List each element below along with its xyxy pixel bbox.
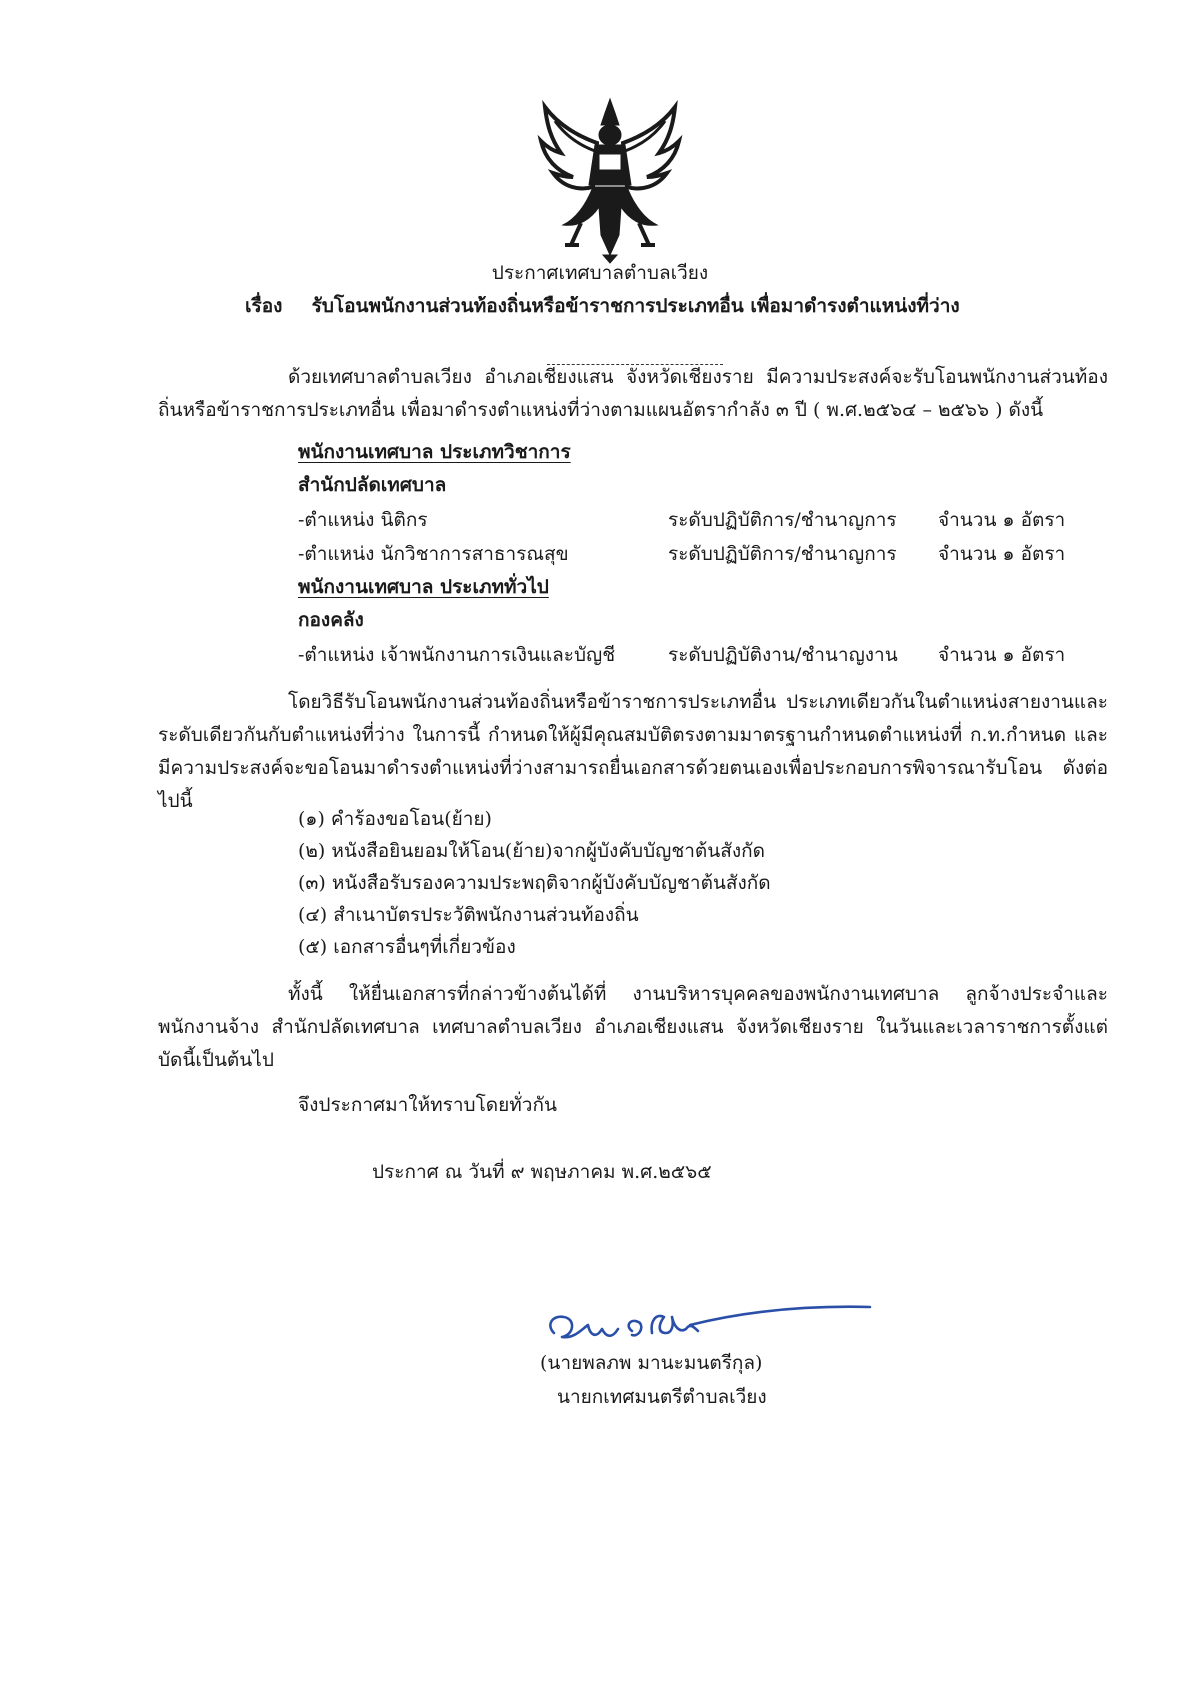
group2-division: กองคลัง xyxy=(298,609,364,631)
method-paragraph: โดยวิธีรับโอนพนักงานส่วนท้องถิ่นหรือข้าราชการประเภทอื่น ประเภทเดียวกันในตำแหน่งสายงานและระดับเดียวกันกับตำแหน่งที่ว่าง ในการนี้ กำหนดให้ผู้มีคุณสมบัติตรงตามมาตรฐานกำหนดตำแหน่งที่ ก.ท.กำหนด และมีความประสงค์จะขอโอนมาดำรงตำแหน่งที่ว่างสามารถยื่นเอกสารด้วยตนเองเพื่อประกอบการพิจารณารับโอน ดังต่อไปนี้ xyxy=(158,691,1108,812)
position-count: จำนวน ๑ อัตรา xyxy=(938,509,1066,531)
position-row xyxy=(298,505,1098,535)
garuda-emblem-icon xyxy=(535,95,685,265)
position-level: ระดับปฏิบัติการ/ชำนาญการ xyxy=(668,509,897,531)
position-title: -ตำแหน่ง เจ้าพนักงานการเงินและบัญชี xyxy=(298,644,616,666)
subject-text: รับโอนพนักงานส่วนท้องถิ่นหรือข้าราชการประเภทอื่น เพื่อมาดำรงตำแหน่งที่ว่าง xyxy=(311,295,960,317)
signer-title: นายกเทศมนตรีตำบลเวียง xyxy=(557,1386,767,1408)
position-row xyxy=(298,539,1098,569)
position-title: -ตำแหน่ง นิติกร xyxy=(298,509,428,531)
position-count: จำนวน ๑ อัตรา xyxy=(938,543,1066,565)
document-item: (๔) สำเนาบัตรประวัติพนักงานส่วนท้องถิ่น xyxy=(298,904,639,926)
announcement-title: ประกาศเทศบาลตำบลเวียง xyxy=(491,262,709,284)
position-level: ระดับปฏิบัติการ/ชำนาญการ xyxy=(668,543,897,565)
position-level: ระดับปฏิบัติงาน/ชำนาญงาน xyxy=(668,644,898,666)
position-title: -ตำแหน่ง นักวิชาการสาธารณสุข xyxy=(298,543,569,565)
group1-heading: พนักงานเทศบาล ประเภทวิชาการ xyxy=(298,441,571,463)
document-item: (๒) หนังสือยินยอมให้โอน(ย้าย)จากผู้บังคับบัญชาต้นสังกัด xyxy=(298,840,765,862)
subject-label: เรื่อง xyxy=(245,295,283,317)
position-row xyxy=(298,640,1098,670)
signer-name: (นายพลภพ มานะมนตรีกุล) xyxy=(540,1352,763,1374)
announcement-date: ประกาศ ณ วันที่ ๙ พฤษภาคม พ.ศ.๒๕๖๕ xyxy=(372,1161,712,1183)
position-count: จำนวน ๑ อัตรา xyxy=(938,644,1066,666)
intro-paragraph: ด้วยเทศบาลตำบลเวียง อำเภอเชียงแสน จังหวัดเชียงราย มีความประสงค์จะรับโอนพนักงานส่วนท้องถิ่นหรือข้าราชการประเภทอื่น เพื่อมาดำรงตำแหน่งที่ว่างตามแผนอัตรากำลัง ๓ ปี ( พ.ศ.๒๕๖๔ – ๒๕๖๖ ) ดังนี้ xyxy=(158,366,1108,421)
group1-division: สำนักปลัดเทศบาล xyxy=(298,474,447,496)
document-item: (๕) เอกสารอื่นๆที่เกี่ยวข้อง xyxy=(298,936,516,958)
closing-statement: จึงประกาศมาให้ทราบโดยทั่วกัน xyxy=(298,1094,557,1116)
document-item: (๓) หนังสือรับรองความประพฤติจากผู้บังคับบัญชาต้นสังกัด xyxy=(298,872,771,894)
group2-heading: พนักงานเทศบาล ประเภททั่วไป xyxy=(298,576,549,598)
announcement-subject xyxy=(245,291,960,321)
submission-paragraph: ทั้งนี้ ให้ยื่นเอกสารที่กล่าวข้างต้นได้ที่ งานบริหารบุคคลของพนักงานเทศบาล ลูกจ้างประจำและพนักงานจ้าง สำนักปลัดเทศบาล เทศบาลตำบลเวียง อำเภอเชียงแสน จังหวัดเชียงราย ในวันและเวลาราชการตั้งแต่บัดนี้เป็นต้นไป xyxy=(158,983,1108,1071)
document-item: (๑) คำร้องขอโอน(ย้าย) xyxy=(298,808,492,830)
